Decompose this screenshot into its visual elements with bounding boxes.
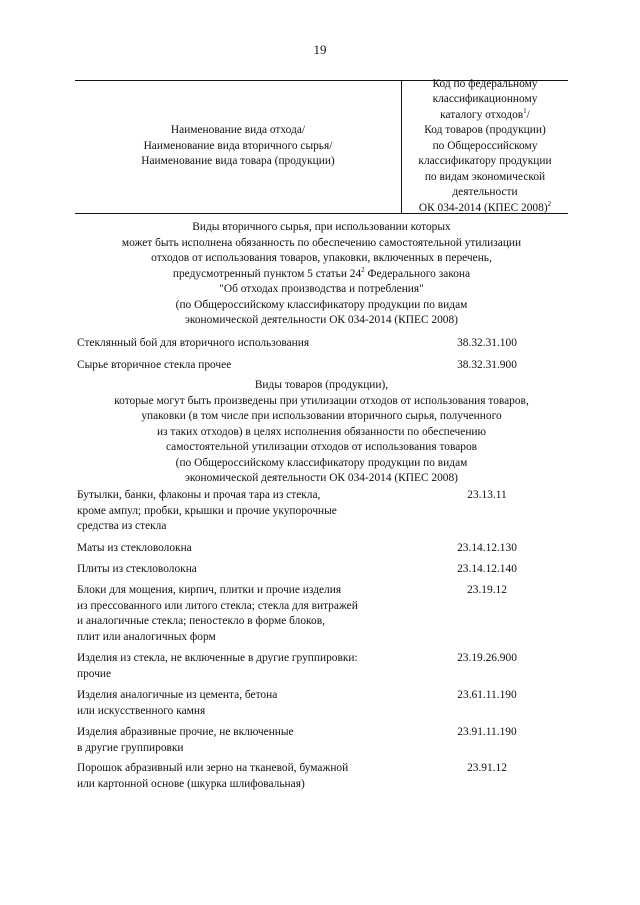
row-name-line: Изделия абразивные прочие, не включенные (77, 726, 294, 738)
header-code-line: классификационному (432, 93, 538, 106)
row-name-line: Бутылки, банки, флаконы и прочая тара из стекла, (77, 489, 321, 501)
header-code-line: по видам экономической (424, 170, 546, 183)
row-name-line: или картонной основе (шкурка шлифовальная) (77, 777, 305, 790)
row-name-line: плит или аналогичных форм (77, 630, 216, 643)
section-heading-line: "Об отходах производства и потребления" (219, 283, 424, 295)
row-name-line: Порошок абразивный или зерно на тканевой, бумажной (77, 762, 349, 774)
table-row-code: 23.14.12.130 (457, 542, 517, 554)
row-name-line: Блоки для мощения, кирпич, плитки и прочие изделия (77, 584, 342, 596)
table-row-name (77, 651, 407, 682)
row-name-line: Сырье вторичное стекла прочее (77, 359, 232, 371)
row-name-line: Изделия аналогичные из цемента, бетона (77, 689, 278, 701)
section-heading-text: Федерального закона (364, 267, 471, 280)
row-name-line: Маты из стекловолокна (77, 542, 192, 554)
section-heading-line: из таких отходов) в целях исполнения обязанности по обеспечению (156, 425, 487, 438)
table-row-code: 23.19.12 (467, 584, 507, 596)
table-row-name (77, 725, 407, 756)
section-heading-line: может быть исполнена обязанность по обеспечению самостоятельной утилизации (121, 236, 522, 249)
row-name-line: средства из стекла (77, 520, 167, 532)
header-name-line: Наименование вида отхода/ (170, 124, 306, 137)
row-name-line: из прессованного или литого стекла; стекла для витражей (77, 599, 358, 612)
header-code-column (402, 77, 568, 214)
page-number: 19 (313, 42, 327, 57)
footnote-mark-2: 2 (361, 265, 365, 274)
section-heading-text: предусмотренный пунктом 5 статьи 24 (172, 267, 362, 280)
row-name-line: кроме ампул; пробки, крышки и прочие укупорочные (77, 504, 337, 517)
row-name-line: прочие (77, 667, 112, 680)
section-heading-line: (по Общероссийскому классификатору продукции по видам (175, 298, 468, 311)
header-code-line: классификатору продукции (418, 155, 552, 168)
row-name-line: или искусственного камня (77, 704, 206, 717)
row-name-line: Стеклянный бой для вторичного использования (77, 337, 310, 349)
header-name-line: Наименование вида товара (продукции) (141, 155, 335, 168)
row-name-line: в другие группировки (77, 741, 184, 754)
table-row-name (77, 541, 407, 557)
header-code-line: деятельности (452, 186, 518, 199)
table-row-name (77, 583, 407, 645)
header-code-text: ОК 034-2014 (КПЕС 2008) (418, 201, 548, 214)
footnote-mark-2: 2 (547, 199, 552, 208)
table-row-code: 23.19.26.900 (457, 652, 517, 664)
table-row-name (77, 562, 407, 578)
section-heading-line: которые могут быть произведены при утилизации отходов от использования товаров, (114, 394, 529, 407)
section-heading-line: отходов от использования товаров, упаковки, включенных в перечень, (151, 252, 492, 264)
section-heading-line: Виды вторичного сырья, при использовании которых (192, 221, 451, 233)
section-heading-line: экономической деятельности ОК 034-2014 (КПЕС 2008) (185, 472, 458, 484)
table-row-name (77, 336, 407, 352)
table-row-name (77, 761, 407, 792)
section-heading-line: упаковки (в том числе при использовании вторичного сырья, полученного (141, 410, 502, 422)
header-code-line (418, 108, 551, 124)
section-heading-line: экономической деятельности ОК 034-2014 (КПЕС 2008) (185, 314, 458, 326)
table-row-name (77, 488, 407, 535)
table-row-code: 23.61.11.190 (457, 689, 517, 701)
section-heading-line: самостоятельной утилизации отходов от использования товаров (165, 441, 478, 453)
table-row-code: 23.91.11.190 (457, 726, 517, 738)
header-code-text: каталогу отходов (440, 108, 524, 121)
section-heading-line: (по Общероссийскому классификатору продукции по видам (175, 456, 468, 469)
table-row-name (77, 358, 407, 374)
table-row-code: 38.32.31.100 (457, 337, 517, 349)
section-heading-line: Виды товаров (продукции), (254, 379, 389, 391)
header-slash: / (526, 108, 530, 121)
row-name-line: Плиты из стекловолокна (77, 563, 197, 575)
table-row-code: 23.13.11 (467, 489, 507, 501)
header-code-line: Код товаров (продукции) (424, 124, 546, 137)
row-name-line: Изделия из стекла, не включенные в другие группировки: (77, 652, 358, 664)
section-heading-secondary-raw-materials (75, 220, 568, 329)
header-name-line: Наименование вида вторичного сырья/ (143, 139, 333, 152)
header-code-line: по Общероссийскому (432, 139, 538, 152)
header-code-line: Код по федеральному (432, 77, 538, 90)
section-heading-products (75, 378, 568, 487)
header-name-column (75, 80, 401, 213)
table-row-code: 23.14.12.140 (457, 563, 517, 575)
table-row-name (77, 688, 407, 719)
section-heading-line (75, 267, 568, 283)
table-row-code: 23.91.12 (467, 762, 507, 774)
footnote-mark-1: 1 (523, 106, 527, 115)
header-code-line (418, 201, 551, 217)
row-name-line: и аналогичные стекла; пеностекло в форме блоков, (77, 615, 325, 627)
table-row-code: 38.32.31.900 (457, 359, 517, 371)
